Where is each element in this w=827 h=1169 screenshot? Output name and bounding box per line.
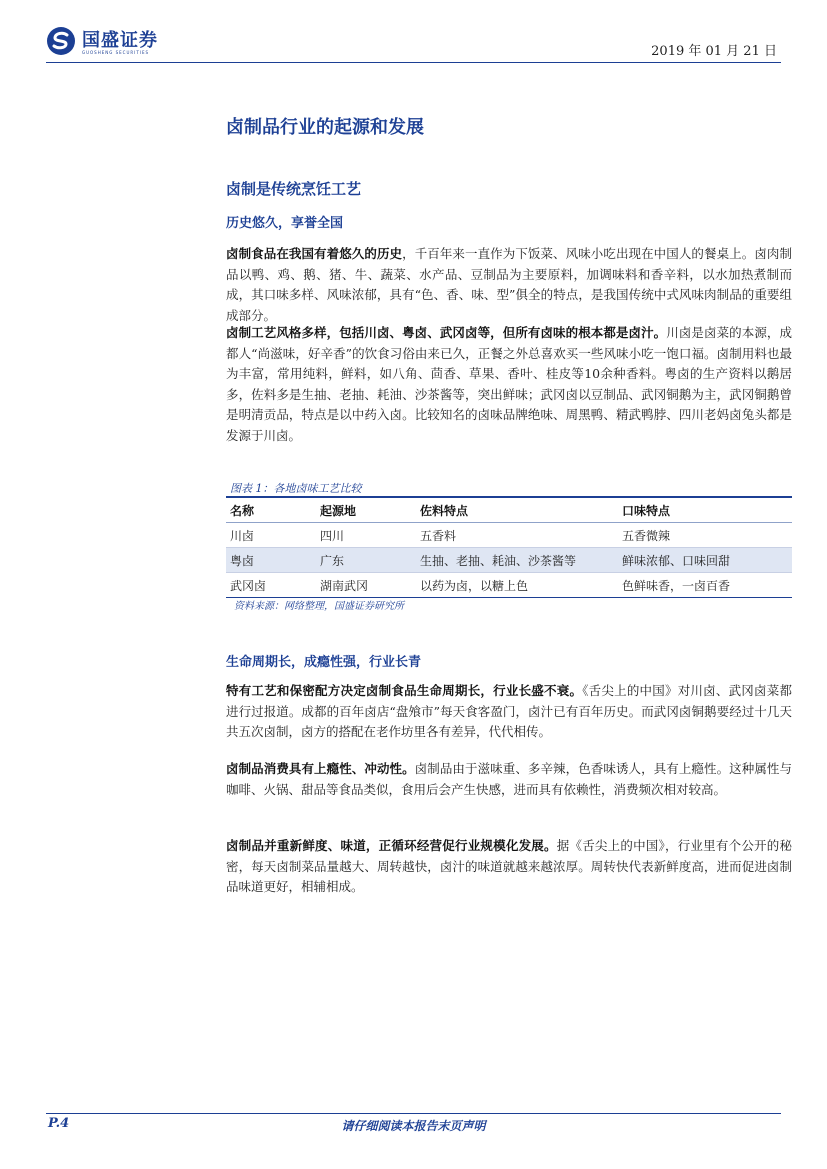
footer-disclaimer: 请仔细阅读本报告末页声明 — [341, 1119, 486, 1133]
column-header: 口味特点 — [618, 498, 792, 523]
table-row — [226, 523, 792, 548]
table-cell: 鲜味浓郁、口味回甜 — [618, 548, 792, 573]
subsection-heading: 历史悠久，享誉全国 — [226, 216, 344, 231]
paragraph — [226, 836, 792, 898]
comparison-table — [226, 498, 792, 598]
logo-text: 国盛证券 — [82, 30, 158, 51]
paragraph-lead: 卤制品消费具有上瘾性、冲动性。 — [226, 761, 415, 776]
paragraph-lead: 卤制食品在我国有着悠久的历史 — [226, 246, 403, 261]
section-heading: 卤制是传统烹饪工艺 — [226, 180, 362, 198]
paragraph — [226, 759, 792, 800]
paragraph-lead: 特有工艺和保密配方决定卤制食品生命周期长，行业长盛不衰。 — [226, 683, 583, 698]
logo-subtext: GUOSHENG SECURITIES — [82, 50, 150, 55]
table-row — [226, 573, 792, 598]
table-header-row — [226, 498, 792, 523]
column-header: 佐料特点 — [416, 498, 618, 523]
table-cell: 五香微辣 — [618, 523, 792, 548]
paragraph-lead: 卤制工艺风格多样，包括川卤、粤卤、武冈卤等，但所有卤味的根本都是卤汁。 — [226, 325, 667, 340]
table-cell: 武冈卤 — [226, 573, 316, 598]
paragraph-body: 《舌尖上的中国》对川卤、武冈卤菜都进行过报道。成都的百年卤店“盘飧市”每天食客盈门，卤汁已有百年历史。而武冈卤铜鹅要经过十几天共五次卤制，卤方的搭配在老作坊里各有差异，代代相传。 — [226, 683, 792, 740]
report-date: 2019 年 01 月 21 日 — [651, 44, 777, 59]
table-cell: 五香料 — [416, 523, 618, 548]
paragraph — [226, 323, 792, 447]
table-cell: 以药为卤，以糖上色 — [416, 573, 618, 598]
subsection-heading: 生命周期长，成瘾性强，行业长青 — [226, 655, 422, 670]
paragraph — [226, 244, 792, 326]
table-cell: 粤卤 — [226, 548, 316, 573]
paragraph-body: 据《舌尖上的中国》，行业里有个公开的秘密，每天卤制菜品量越大、周转越快，卤汁的味道就越来越浓厚。周转快代表新鲜度高，进而促进卤制品味道更好，相辅相成。 — [226, 838, 792, 895]
column-header: 名称 — [226, 498, 316, 523]
logo-icon — [46, 26, 76, 56]
table-cell: 色鲜味香，一卤百香 — [618, 573, 792, 598]
page-title: 卤制品行业的起源和发展 — [226, 117, 424, 138]
paragraph-body: 川卤是卤菜的本源，成都人“尚滋味，好辛香”的饮食习俗由来已久，正餐之外总喜欢买一些风味小吃一饱口福。卤制用料也最为丰富，常用纯料，鲜料，如八角、茴香、草果、香叶、桂皮等10余种香料。粤卤的生产资料以鹅居多，佐料多是生抽、老抽、耗油、沙茶酱等，突出鲜味；武冈卤以豆制品、武冈铜鹅为主，武冈铜鹅曾是明清贡品，特点是以中药入卤。比较知名的卤味品牌绝味、周黑鸭、精武鸭脖、四川老妈卤兔头都是发源于川卤。 — [226, 325, 792, 443]
table-cell: 广东 — [316, 548, 416, 573]
footer-divider — [46, 1113, 781, 1114]
header-divider — [46, 62, 781, 63]
paragraph — [226, 681, 792, 743]
paragraph-body: 卤制品由于滋味重、多辛辣，色香味诱人，具有上瘾性。这种属性与咖啡、火锅、甜品等食品类似，食用后会产生快感，进而具有依赖性，消费频次相对较高。 — [226, 761, 792, 797]
table-cell: 四川 — [316, 523, 416, 548]
paragraph-body: ，千百年来一直作为下饭菜、风味小吃出现在中国人的餐桌上。卤肉制品以鸭、鸡、鹅、猪、牛、蔬菜、水产品、豆制品为主要原料，加调味料和香辛料，以水加热煮制而成，其口味多样、风味浓郁，具有“色、香、味、型”俱全的特点，是我国传统中式风味肉制品的重要组成部分。 — [226, 246, 792, 323]
table-cell: 湖南武冈 — [316, 573, 416, 598]
paragraph-lead: 卤制品并重新鲜度、味道，正循环经营促行业规模化发展。 — [226, 838, 557, 853]
table-cell: 生抽、老抽、耗油、沙茶酱等 — [416, 548, 618, 573]
table-cell: 川卤 — [226, 523, 316, 548]
column-header: 起源地 — [316, 498, 416, 523]
page-number: P.4 — [48, 1116, 70, 1131]
table-caption: 图表 1：各地卤味工艺比较 — [230, 482, 362, 495]
table-source: 资料来源：网络整理，国盛证券研究所 — [234, 601, 404, 612]
table-row — [226, 548, 792, 573]
